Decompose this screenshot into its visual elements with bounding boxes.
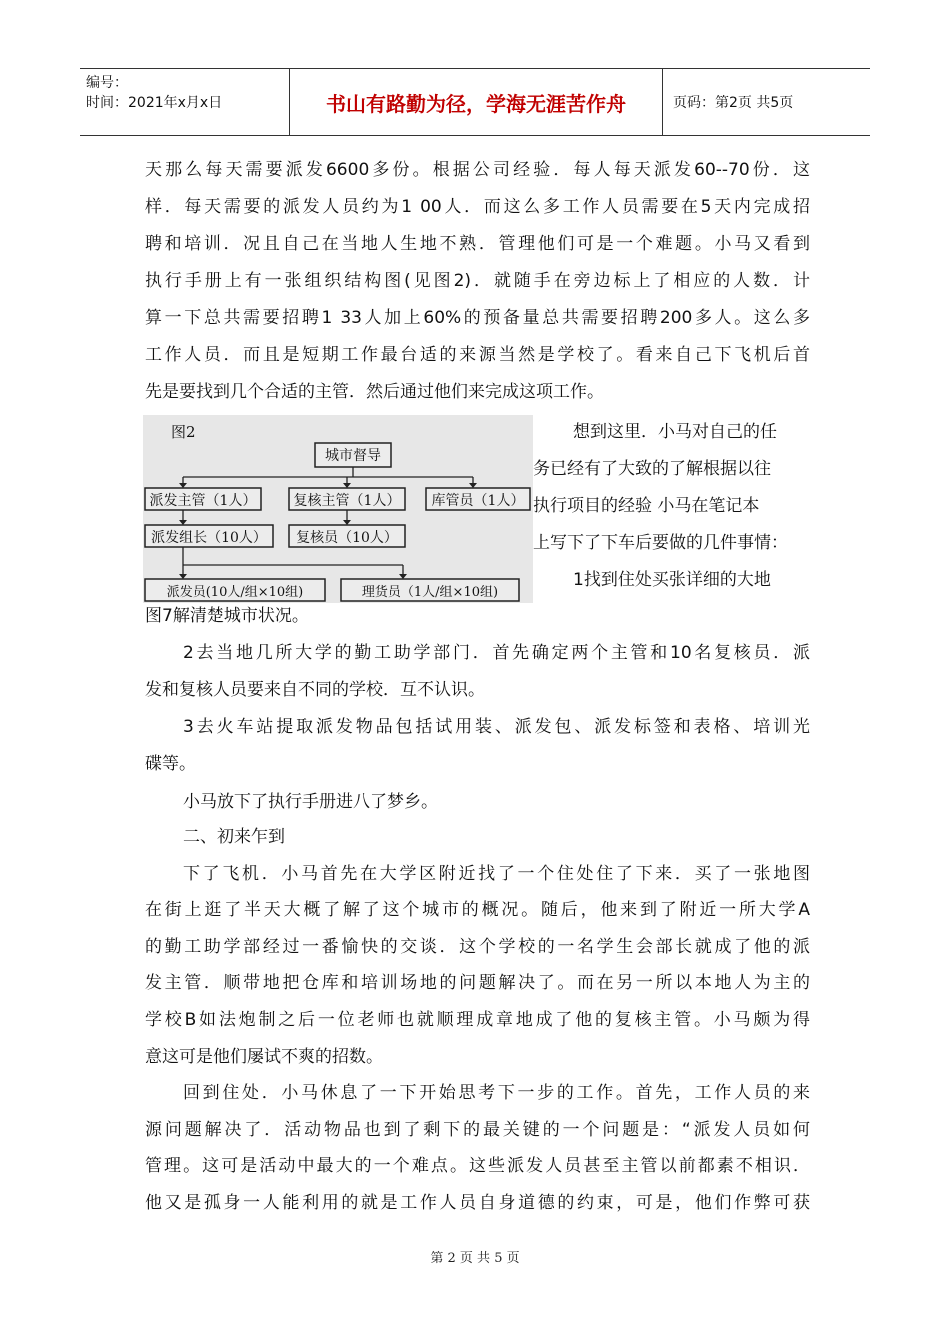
page-footer: 第 2 页 共 5 页 — [430, 1251, 520, 1266]
text-line: 的勤工助学部经过一番愉快的交谈．这个学校的一名学生会部长就成了他的派 — [145, 937, 810, 957]
text-line: 回到住处．小马休息了一下开始思考下一步的工作。首先，工作人员的来 — [183, 1083, 810, 1103]
header-meta — [80, 69, 290, 135]
page-header — [80, 68, 870, 136]
text-line: 在街上逛了半天大概了解了这个城市的概况。随后，他来到了附近一所大学A — [145, 900, 810, 920]
text-line: 上写下了下车后要做的几件事情： — [533, 533, 788, 553]
header-motto: 书山有路勤为径，学海无涯苦作舟 — [290, 69, 663, 135]
node-review-manager: 复核主管（1人） — [293, 493, 401, 509]
text-line: 想到这里．小马对自己的任 — [573, 422, 777, 442]
text-line: 小马放下了执行手册进八了梦乡。 — [183, 792, 438, 812]
org-chart — [143, 415, 533, 603]
text-line: 发和复核人员要来自不同的学校．互不认识。 — [145, 680, 485, 700]
text-line: 管理。这可是活动中最大的一个难点。这些派发人员甚至主管以前都素不相识． — [145, 1156, 810, 1176]
text-line: 下了飞机．小马首先在大学区附近找了一个住处住了下来．买了一张地图 — [183, 864, 810, 884]
node-dispatch-manager: 派发主管（1人） — [149, 493, 257, 509]
node-warehouse-keeper: 库管员（1人） — [431, 493, 525, 509]
text-line: 碟等。 — [145, 754, 196, 774]
text-line: 样．每天需要的派发人员约为1 00人．而这么多工作人员需要在5天内完成招 — [145, 197, 810, 217]
text-line: 3去火车站提取派发物品包括试用装、派发包、派发标签和表格、培训光 — [183, 717, 810, 737]
text-line: 1找到住处买张详细的大地 — [573, 570, 771, 590]
text-line: 执行项目的经验 小马在笔记本 — [533, 496, 760, 516]
text-line: 图7解清楚城市状况。 — [145, 606, 309, 626]
figure-label: 图2 — [171, 423, 196, 441]
header-page-label: 页码：第2页 共5页 — [673, 95, 794, 111]
text-line: 学校B如法炮制之后一位老师也就顺理成章地成了他的复核主管。小马颇为得 — [145, 1010, 810, 1030]
text-line: 先是要找到几个合适的主管．然后通过他们来完成这项工作。 — [145, 382, 604, 402]
text-line: 务已经有了大致的了解根据以往 — [533, 459, 771, 479]
text-line: 他又是孤身一人能利用的就是工作人员自身道德的约束，可是，他们作弊可获 — [145, 1193, 810, 1213]
text-line: 天那么每天需要派发6600多份。根据公司经验．每人每天派发60--70份．这 — [145, 160, 810, 180]
number-label: 编号： — [86, 75, 128, 91]
node-reviewer: 复核员（10人） — [296, 530, 398, 546]
section-heading: 二、初来乍到 — [183, 827, 285, 847]
text-line: 发主管．顺带地把仓库和培训场地的问题解决了。而在另一所以本地人为主的 — [145, 973, 810, 993]
text-line: 工作人员．而且是短期工作最台适的来源当然是学校了。看来自己下飞机后首 — [145, 345, 810, 365]
text-line: 源问题解决了．活动物品也到了剩下的最关键的一个问题是：“派发人员如何 — [145, 1120, 810, 1140]
text-line: 2去当地几所大学的勤工助学部门．首先确定两个主管和10名复核员．派 — [183, 643, 810, 663]
node-dispatcher: 派发员(10人/组×10组) — [166, 585, 304, 600]
time-label: 时间：2021年x月x日 — [86, 95, 223, 111]
text-line: 执行手册上有一张组织结构图(见图2)．就随手在旁边标上了相应的人数．计 — [145, 271, 810, 291]
text-line: 意这可是他们屡试不爽的招数。 — [145, 1047, 383, 1067]
node-stock-clerk: 理货员（1人/组×10组) — [361, 585, 499, 600]
node-city-supervisor: 城市督导 — [325, 448, 381, 464]
text-line: 聘和培训．况且自己在当地人生地不熟．管理他们可是一个难题。小马又看到 — [145, 234, 810, 254]
node-dispatch-leader: 派发组长（10人） — [151, 530, 267, 546]
text-line: 算一下总共需要招聘1 33人加上60%的预备量总共需要招聘200多人。这么多 — [145, 308, 810, 328]
org-chart-figure — [143, 415, 533, 603]
